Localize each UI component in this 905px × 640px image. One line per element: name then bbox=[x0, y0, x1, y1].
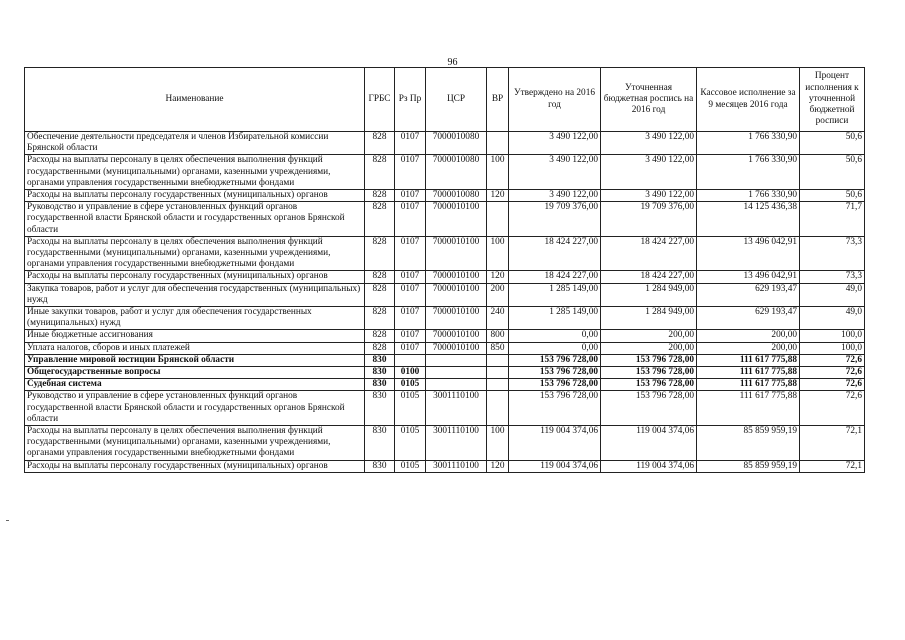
table-row bbox=[25, 460, 865, 472]
cell-vr: 120 bbox=[487, 460, 509, 472]
cell-vr bbox=[487, 391, 509, 426]
cell-vr bbox=[487, 202, 509, 237]
cell-rzpr: 0107 bbox=[395, 190, 426, 202]
table-row bbox=[25, 354, 865, 366]
cell-rzpr: 0107 bbox=[395, 330, 426, 342]
cell-rzpr: 0107 bbox=[395, 202, 426, 237]
cell-approved: 1 285 149,00 bbox=[509, 307, 601, 330]
cell-refined: 153 796 728,00 bbox=[601, 379, 697, 391]
cell-cash: 1 766 330,90 bbox=[697, 155, 800, 190]
cell-rzpr: 0100 bbox=[395, 367, 426, 379]
header-percent: Процент исполнения к уточненной бюджетной росписи bbox=[800, 68, 865, 132]
cell-refined: 18 424 227,00 bbox=[601, 236, 697, 271]
cell-approved: 18 424 227,00 bbox=[509, 271, 601, 283]
header-rzpr: Рз Пр bbox=[395, 68, 426, 132]
cell-name: Расходы на выплаты персоналу государственных (муниципальных) органов bbox=[25, 271, 365, 283]
cell-refined: 1 284 949,00 bbox=[601, 283, 697, 306]
cell-cash: 14 125 436,38 bbox=[697, 202, 800, 237]
cell-name: Общегосударственные вопросы bbox=[25, 367, 365, 379]
cell-grbs: 828 bbox=[365, 202, 395, 237]
cell-approved: 153 796 728,00 bbox=[509, 391, 601, 426]
cell-csr: 7000010080 bbox=[426, 190, 487, 202]
cell-percent: 100,0 bbox=[800, 330, 865, 342]
cell-csr: 3001110100 bbox=[426, 391, 487, 426]
cell-vr: 850 bbox=[487, 342, 509, 354]
cell-csr bbox=[426, 354, 487, 366]
cell-rzpr: 0107 bbox=[395, 283, 426, 306]
cell-approved: 0,00 bbox=[509, 342, 601, 354]
cell-cash: 85 859 959,19 bbox=[697, 426, 800, 461]
cell-rzpr: 0107 bbox=[395, 155, 426, 190]
cell-csr: 7000010100 bbox=[426, 271, 487, 283]
cell-percent: 72,6 bbox=[800, 379, 865, 391]
cell-name: Руководство и управление в сфере установленных функций органов государственной власти Брянской области и государственных органов Брянской области bbox=[25, 202, 365, 237]
cell-rzpr: 0105 bbox=[395, 379, 426, 391]
table-row bbox=[25, 391, 865, 426]
cell-cash: 200,00 bbox=[697, 330, 800, 342]
table-row bbox=[25, 283, 865, 306]
cell-vr bbox=[487, 354, 509, 366]
cell-refined: 153 796 728,00 bbox=[601, 391, 697, 426]
cell-name: Судебная система bbox=[25, 379, 365, 391]
cell-vr: 800 bbox=[487, 330, 509, 342]
table-row bbox=[25, 236, 865, 271]
table-row bbox=[25, 330, 865, 342]
cell-csr: 3001110100 bbox=[426, 460, 487, 472]
cell-percent: 72,6 bbox=[800, 367, 865, 379]
table-row bbox=[25, 155, 865, 190]
cell-percent: 71,7 bbox=[800, 202, 865, 237]
cell-name: Расходы на выплаты персоналу государственных (муниципальных) органов bbox=[25, 190, 365, 202]
header-vr: ВР bbox=[487, 68, 509, 132]
cell-approved: 19 709 376,00 bbox=[509, 202, 601, 237]
cell-percent: 50,6 bbox=[800, 155, 865, 190]
cell-cash: 13 496 042,91 bbox=[697, 271, 800, 283]
page-number: 96 bbox=[447, 57, 458, 68]
cell-vr: 120 bbox=[487, 271, 509, 283]
cell-name: Расходы на выплаты персоналу в целях обеспечения выполнения функций государственными (муниципальными) органами, казенными учреждениями, органами управления государственными внебюджетными фондами bbox=[25, 426, 365, 461]
budget-table bbox=[24, 67, 865, 473]
cell-grbs: 830 bbox=[365, 460, 395, 472]
table-row bbox=[25, 190, 865, 202]
cell-cash: 85 859 959,19 bbox=[697, 460, 800, 472]
cell-rzpr bbox=[395, 354, 426, 366]
cell-grbs: 830 bbox=[365, 379, 395, 391]
header-name: Наименование bbox=[25, 68, 365, 132]
cell-grbs: 828 bbox=[365, 236, 395, 271]
cell-csr: 7000010100 bbox=[426, 307, 487, 330]
cell-name: Уплата налогов, сборов и иных платежей bbox=[25, 342, 365, 354]
cell-cash: 13 496 042,91 bbox=[697, 236, 800, 271]
cell-vr bbox=[487, 367, 509, 379]
header-approved: Утверждено на 2016 год bbox=[509, 68, 601, 132]
cell-rzpr: 0107 bbox=[395, 132, 426, 155]
cell-approved: 3 490 122,00 bbox=[509, 132, 601, 155]
cell-refined: 19 709 376,00 bbox=[601, 202, 697, 237]
cell-csr bbox=[426, 367, 487, 379]
cell-refined: 3 490 122,00 bbox=[601, 132, 697, 155]
table-row bbox=[25, 271, 865, 283]
cell-name: Закупка товаров, работ и услуг для обеспечения государственных (муниципальных) нужд bbox=[25, 283, 365, 306]
cell-refined: 200,00 bbox=[601, 330, 697, 342]
cell-csr: 7000010080 bbox=[426, 155, 487, 190]
cell-grbs: 830 bbox=[365, 367, 395, 379]
cell-percent: 100,0 bbox=[800, 342, 865, 354]
cell-rzpr: 0107 bbox=[395, 236, 426, 271]
cell-csr: 7000010100 bbox=[426, 330, 487, 342]
cell-csr: 7000010080 bbox=[426, 132, 487, 155]
cell-csr: 7000010100 bbox=[426, 236, 487, 271]
cell-vr: 120 bbox=[487, 190, 509, 202]
table-row bbox=[25, 426, 865, 461]
cell-approved: 3 490 122,00 bbox=[509, 155, 601, 190]
cell-cash: 111 617 775,88 bbox=[697, 367, 800, 379]
cell-approved: 153 796 728,00 bbox=[509, 354, 601, 366]
cell-percent: 72,1 bbox=[800, 426, 865, 461]
cell-refined: 18 424 227,00 bbox=[601, 271, 697, 283]
cell-refined: 119 004 374,06 bbox=[601, 426, 697, 461]
cell-percent: 50,6 bbox=[800, 132, 865, 155]
table-row bbox=[25, 342, 865, 354]
cell-rzpr: 0105 bbox=[395, 391, 426, 426]
cell-name: Управление мировой юстиции Брянской области bbox=[25, 354, 365, 366]
cell-percent: 49,0 bbox=[800, 307, 865, 330]
cell-grbs: 828 bbox=[365, 283, 395, 306]
cell-grbs: 828 bbox=[365, 307, 395, 330]
cell-vr: 100 bbox=[487, 236, 509, 271]
cell-percent: 50,6 bbox=[800, 190, 865, 202]
cell-grbs: 828 bbox=[365, 271, 395, 283]
cell-name: Расходы на выплаты персоналу в целях обеспечения выполнения функций государственными (муниципальными) органами, казенными учреждениями, органами управления государственными внебюджетными фондами bbox=[25, 155, 365, 190]
cell-name: Руководство и управление в сфере установленных функций органов государственной власти Брянской области и государственных органов Брянской области bbox=[25, 391, 365, 426]
cell-approved: 153 796 728,00 bbox=[509, 367, 601, 379]
cell-cash: 1 766 330,90 bbox=[697, 132, 800, 155]
cell-approved: 18 424 227,00 bbox=[509, 236, 601, 271]
cell-cash: 111 617 775,88 bbox=[697, 379, 800, 391]
cell-cash: 629 193,47 bbox=[697, 283, 800, 306]
cell-name: Расходы на выплаты персоналу государственных (муниципальных) органов bbox=[25, 460, 365, 472]
cell-cash: 111 617 775,88 bbox=[697, 391, 800, 426]
cell-refined: 153 796 728,00 bbox=[601, 354, 697, 366]
cell-approved: 3 490 122,00 bbox=[509, 190, 601, 202]
cell-percent: 49,0 bbox=[800, 283, 865, 306]
cell-vr bbox=[487, 379, 509, 391]
cell-approved: 119 004 374,06 bbox=[509, 460, 601, 472]
cell-rzpr: 0107 bbox=[395, 342, 426, 354]
cell-refined: 1 284 949,00 bbox=[601, 307, 697, 330]
cell-grbs: 828 bbox=[365, 330, 395, 342]
table-header-row bbox=[25, 68, 865, 132]
cell-refined: 3 490 122,00 bbox=[601, 190, 697, 202]
cell-cash: 1 766 330,90 bbox=[697, 190, 800, 202]
cell-name: Иные закупки товаров, работ и услуг для обеспечения государственных (муниципальных) нужд bbox=[25, 307, 365, 330]
cell-vr: 200 bbox=[487, 283, 509, 306]
cell-percent: 73,3 bbox=[800, 271, 865, 283]
cell-cash: 200,00 bbox=[697, 342, 800, 354]
cell-rzpr: 0105 bbox=[395, 426, 426, 461]
cell-rzpr: 0107 bbox=[395, 307, 426, 330]
cell-grbs: 828 bbox=[365, 342, 395, 354]
table-body bbox=[25, 132, 865, 473]
table-row bbox=[25, 307, 865, 330]
header-grbs: ГРБС bbox=[365, 68, 395, 132]
cell-refined: 119 004 374,06 bbox=[601, 460, 697, 472]
cell-grbs: 828 bbox=[365, 155, 395, 190]
cell-cash: 629 193,47 bbox=[697, 307, 800, 330]
cell-refined: 200,00 bbox=[601, 342, 697, 354]
cell-name: Иные бюджетные ассигнования bbox=[25, 330, 365, 342]
cell-vr: 100 bbox=[487, 155, 509, 190]
cell-percent: 72,6 bbox=[800, 354, 865, 366]
cell-csr bbox=[426, 379, 487, 391]
cell-approved: 0,00 bbox=[509, 330, 601, 342]
cell-csr: 7000010100 bbox=[426, 202, 487, 237]
cell-grbs: 830 bbox=[365, 391, 395, 426]
cell-rzpr: 0107 bbox=[395, 271, 426, 283]
table-row bbox=[25, 379, 865, 391]
cell-csr: 3001110100 bbox=[426, 426, 487, 461]
cell-vr bbox=[487, 132, 509, 155]
cell-csr: 7000010100 bbox=[426, 283, 487, 306]
cell-rzpr: 0105 bbox=[395, 460, 426, 472]
cell-grbs: 830 bbox=[365, 426, 395, 461]
cell-grbs: 828 bbox=[365, 132, 395, 155]
header-cash: Кассовое исполнение за 9 месяцев 2016 года bbox=[697, 68, 800, 132]
cell-vr: 100 bbox=[487, 426, 509, 461]
cell-approved: 1 285 149,00 bbox=[509, 283, 601, 306]
table-row bbox=[25, 202, 865, 237]
cell-percent: 72,6 bbox=[800, 391, 865, 426]
table-row bbox=[25, 132, 865, 155]
header-csr: ЦСР bbox=[426, 68, 487, 132]
margin-mark bbox=[6, 520, 9, 521]
cell-approved: 119 004 374,06 bbox=[509, 426, 601, 461]
header-refined: Уточненная бюджетная роспись на 2016 год bbox=[601, 68, 697, 132]
cell-cash: 111 617 775,88 bbox=[697, 354, 800, 366]
cell-name: Расходы на выплаты персоналу в целях обеспечения выполнения функций государственными (муниципальными) органами, казенными учреждениями, органами управления государственными внебюджетными фондами bbox=[25, 236, 365, 271]
cell-approved: 153 796 728,00 bbox=[509, 379, 601, 391]
cell-percent: 72,1 bbox=[800, 460, 865, 472]
cell-percent: 73,3 bbox=[800, 236, 865, 271]
cell-grbs: 830 bbox=[365, 354, 395, 366]
cell-grbs: 828 bbox=[365, 190, 395, 202]
cell-name: Обеспечение деятельности председателя и членов Избирательной комиссии Брянской области bbox=[25, 132, 365, 155]
cell-refined: 3 490 122,00 bbox=[601, 155, 697, 190]
cell-vr: 240 bbox=[487, 307, 509, 330]
cell-csr: 7000010100 bbox=[426, 342, 487, 354]
cell-refined: 153 796 728,00 bbox=[601, 367, 697, 379]
table-row bbox=[25, 367, 865, 379]
